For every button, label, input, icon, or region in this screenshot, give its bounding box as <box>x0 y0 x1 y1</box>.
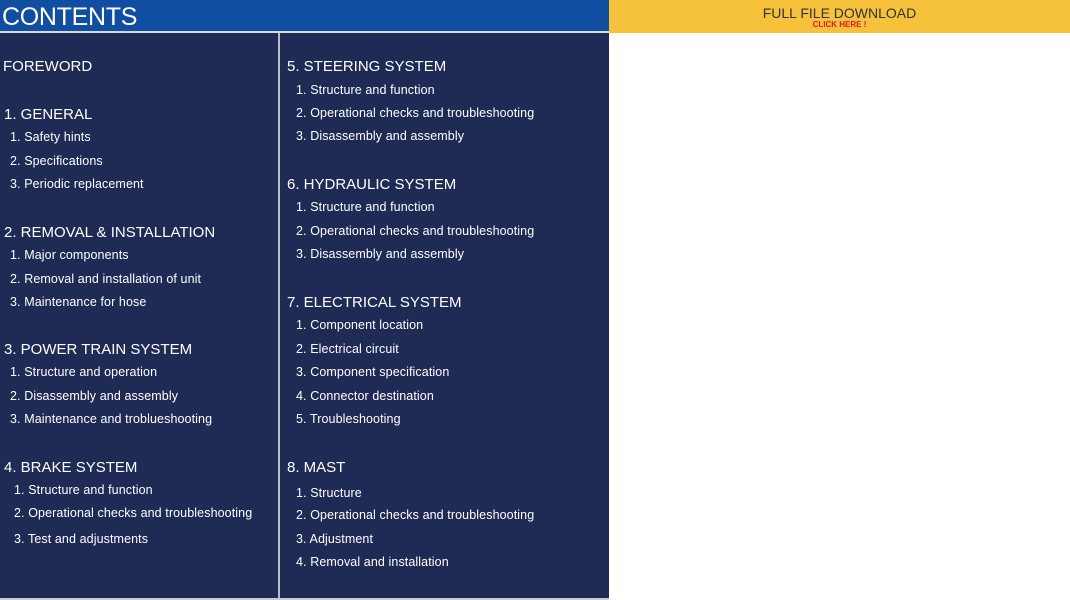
item-specifications[interactable]: 2. Specifications <box>10 154 103 168</box>
item-operational-checks[interactable]: 2. Operational checks and troubleshooting <box>14 506 253 520</box>
item-component-location[interactable]: 1. Component location <box>296 318 424 332</box>
contents-header <box>0 0 609 33</box>
item-structure-function[interactable]: 1. Structure and function <box>296 200 435 214</box>
item-periodic-replacement[interactable]: 3. Periodic replacement <box>10 177 144 191</box>
item-adjustment[interactable]: 3. Adjustment <box>296 532 374 546</box>
item-structure-function[interactable]: 1. Structure and function <box>296 83 435 97</box>
item-removal-installation[interactable]: 4. Removal and installation <box>296 555 449 569</box>
item-test-adjustments[interactable]: 3. Test and adjustments <box>14 532 149 546</box>
contents-right-panel <box>280 33 609 600</box>
download-label: FULL FILE DOWNLOAD <box>762 5 917 21</box>
item-operational-checks[interactable]: 2. Operational checks and troubleshooting <box>296 508 535 522</box>
item-structure[interactable]: 1. Structure <box>296 486 362 500</box>
item-disassembly-assembly[interactable]: 3. Disassembly and assembly <box>296 129 465 143</box>
item-component-specification[interactable]: 3. Component specification <box>296 365 450 379</box>
item-electrical-circuit[interactable]: 2. Electrical circuit <box>296 342 399 356</box>
item-removal-installation-unit[interactable]: 2. Removal and installation of unit <box>10 272 202 286</box>
item-major-components[interactable]: 1. Major components <box>10 248 129 262</box>
item-operational-checks[interactable]: 2. Operational checks and troubleshooting <box>296 224 535 238</box>
link-foreword[interactable]: FOREWORD <box>3 58 93 75</box>
section-title-mast[interactable]: 8. MAST <box>287 459 346 476</box>
download-click-here-link[interactable]: CLICK HERE ! <box>812 20 867 29</box>
section-title-power-train[interactable]: 3. POWER TRAIN SYSTEM <box>4 341 193 358</box>
contents-left-panel <box>0 33 280 600</box>
full-file-download-button[interactable] <box>609 0 1070 33</box>
item-structure-operation[interactable]: 1. Structure and operation <box>10 365 158 379</box>
section-title-general[interactable]: 1. GENERAL <box>4 106 93 123</box>
section-title-electrical[interactable]: 7. ELECTRICAL SYSTEM <box>287 294 462 311</box>
item-connector-destination[interactable]: 4. Connector destination <box>296 389 434 403</box>
section-title-brake[interactable]: 4. BRAKE SYSTEM <box>4 459 138 476</box>
item-safety-hints[interactable]: 1. Safety hints <box>10 130 91 144</box>
item-disassembly-assembly[interactable]: 2. Disassembly and assembly <box>10 389 179 403</box>
item-maintenance-troubleshooting[interactable]: 3. Maintenance and troblueshooting <box>10 412 213 426</box>
page-title: CONTENTS <box>2 3 138 31</box>
section-title-removal-installation[interactable]: 2. REMOVAL & INSTALLATION <box>4 224 216 241</box>
section-title-steering[interactable]: 5. STEERING SYSTEM <box>287 58 447 75</box>
item-maintenance-hose[interactable]: 3. Maintenance for hose <box>10 295 147 309</box>
item-disassembly-assembly[interactable]: 3. Disassembly and assembly <box>296 247 465 261</box>
section-title-hydraulic[interactable]: 6. HYDRAULIC SYSTEM <box>287 176 457 193</box>
item-structure-function[interactable]: 1. Structure and function <box>14 483 153 497</box>
item-troubleshooting[interactable]: 5. Troubleshooting <box>296 412 401 426</box>
item-operational-checks[interactable]: 2. Operational checks and troubleshooting <box>296 106 535 120</box>
